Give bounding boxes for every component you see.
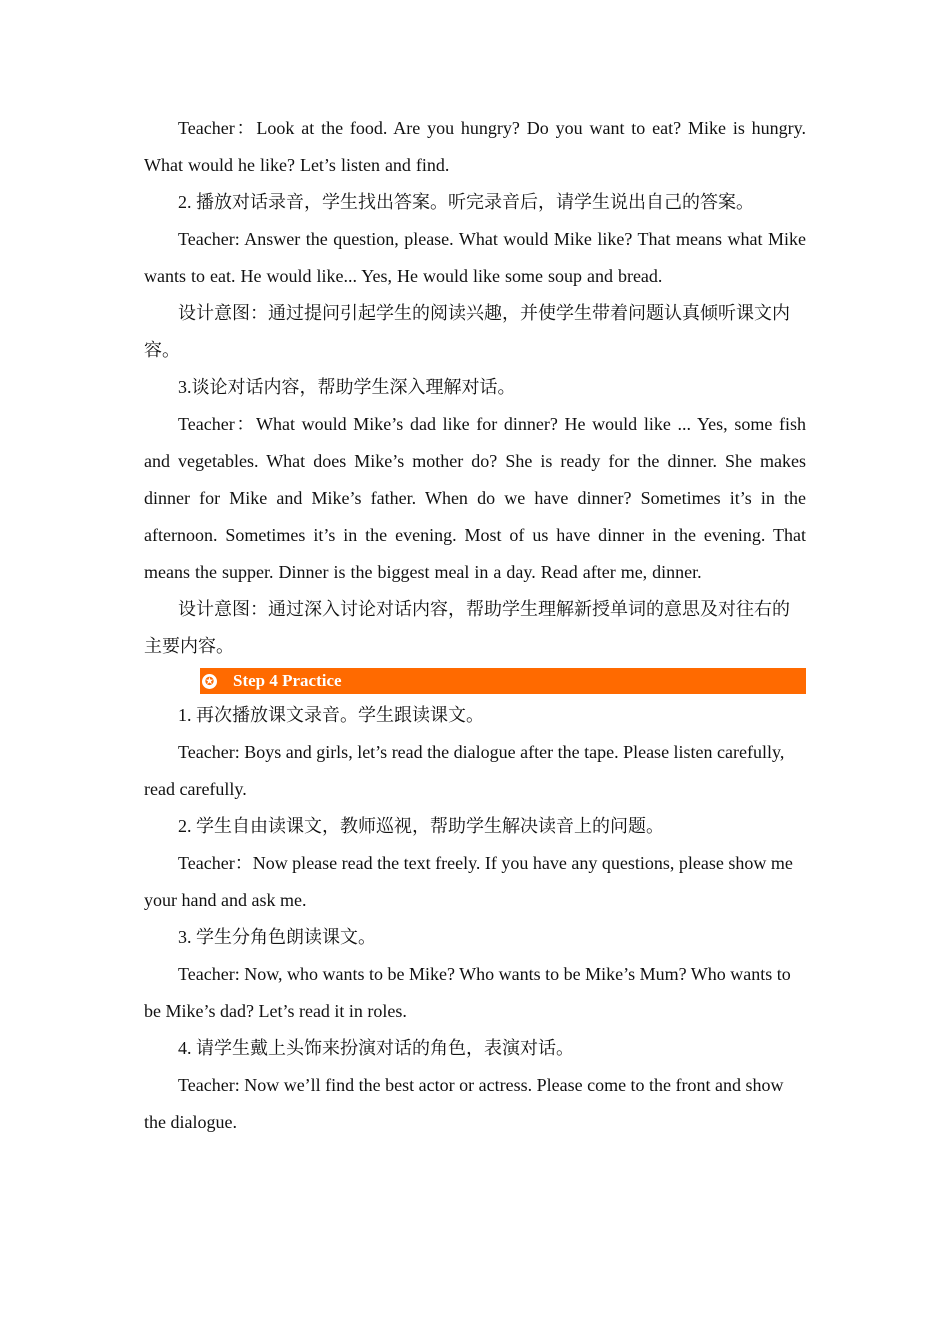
paragraph-design-intent-2: 设计意图：通过深入讨论对话内容，帮助学生理解新授单词的意思及对往右的主要内容。: [144, 599, 790, 656]
paragraph-teacher-roles: Teacher: Now, who wants to be Mike? Who wants to be Mike’s Mum? Who wants to be Mike’s dad? Let’s read it in roles.: [144, 964, 791, 1021]
paragraph-design-intent-1: 设计意图：通过提问引起学生的阅读兴趣，并使学生带着问题认真倾听课文内容。: [144, 303, 790, 360]
paragraph-practice-4: 4. 请学生戴上头饰来扮演对话的角色，表演对话。: [178, 1038, 574, 1058]
paragraph-teacher-tape: Teacher: Boys and girls, let’s read the dialogue after the tape. Please listen carefully, read carefully.: [144, 742, 785, 799]
paragraph-step-3: 3.谈论对话内容，帮助学生深入理解对话。: [178, 377, 516, 397]
paragraph-teacher-food: Teacher：Look at the food. Are you hungry? Do you want to eat? Mike is hungry. What would he like? Let’s listen and find.: [144, 118, 806, 175]
paragraph-step-2: 2. 播放对话录音，学生找出答案。听完录音后，请学生说出自己的答案。: [178, 192, 754, 212]
paragraph-teacher-dinner: Teacher：What would Mike’s dad like for dinner? He would like ... Yes, some fish and vegetables. What does Mike’s mother do? She is ready for the dinner. She makes dinner for Mike and Mike’s father. When do we have dinner? Sometimes it’s in the afternoon. Sometimes it’s in the evening. Most of us have dinner in the evening. That means the supper. Dinner is the biggest meal in a day. Read after me, dinner.: [144, 414, 806, 582]
paragraph-teacher-actor: Teacher: Now we’ll find the best actor or actress. Please come to the front and show the dialogue.: [144, 1075, 784, 1132]
paragraph-practice-3: 3. 学生分角色朗读课文。: [178, 927, 376, 947]
star-circle-icon: ✪: [202, 674, 217, 689]
paragraph-teacher-freely: Teacher：Now please read the text freely. If you have any questions, please show me your hand and ask me.: [144, 853, 793, 910]
paragraph-practice-2: 2. 学生自由读课文，教师巡视，帮助学生解决读音上的问题。: [178, 816, 664, 836]
document-page: [144, 110, 806, 1141]
step-heading-bar: [200, 668, 806, 694]
paragraph-teacher-answer: Teacher: Answer the question, please. What would Mike like? That means what Mike wants to eat. He would like... Yes, He would like some soup and bread.: [144, 229, 806, 286]
step-heading-label: Step 4 Practice: [233, 671, 342, 690]
paragraph-practice-1: 1. 再次播放课文录音。学生跟读课文。: [178, 705, 484, 725]
